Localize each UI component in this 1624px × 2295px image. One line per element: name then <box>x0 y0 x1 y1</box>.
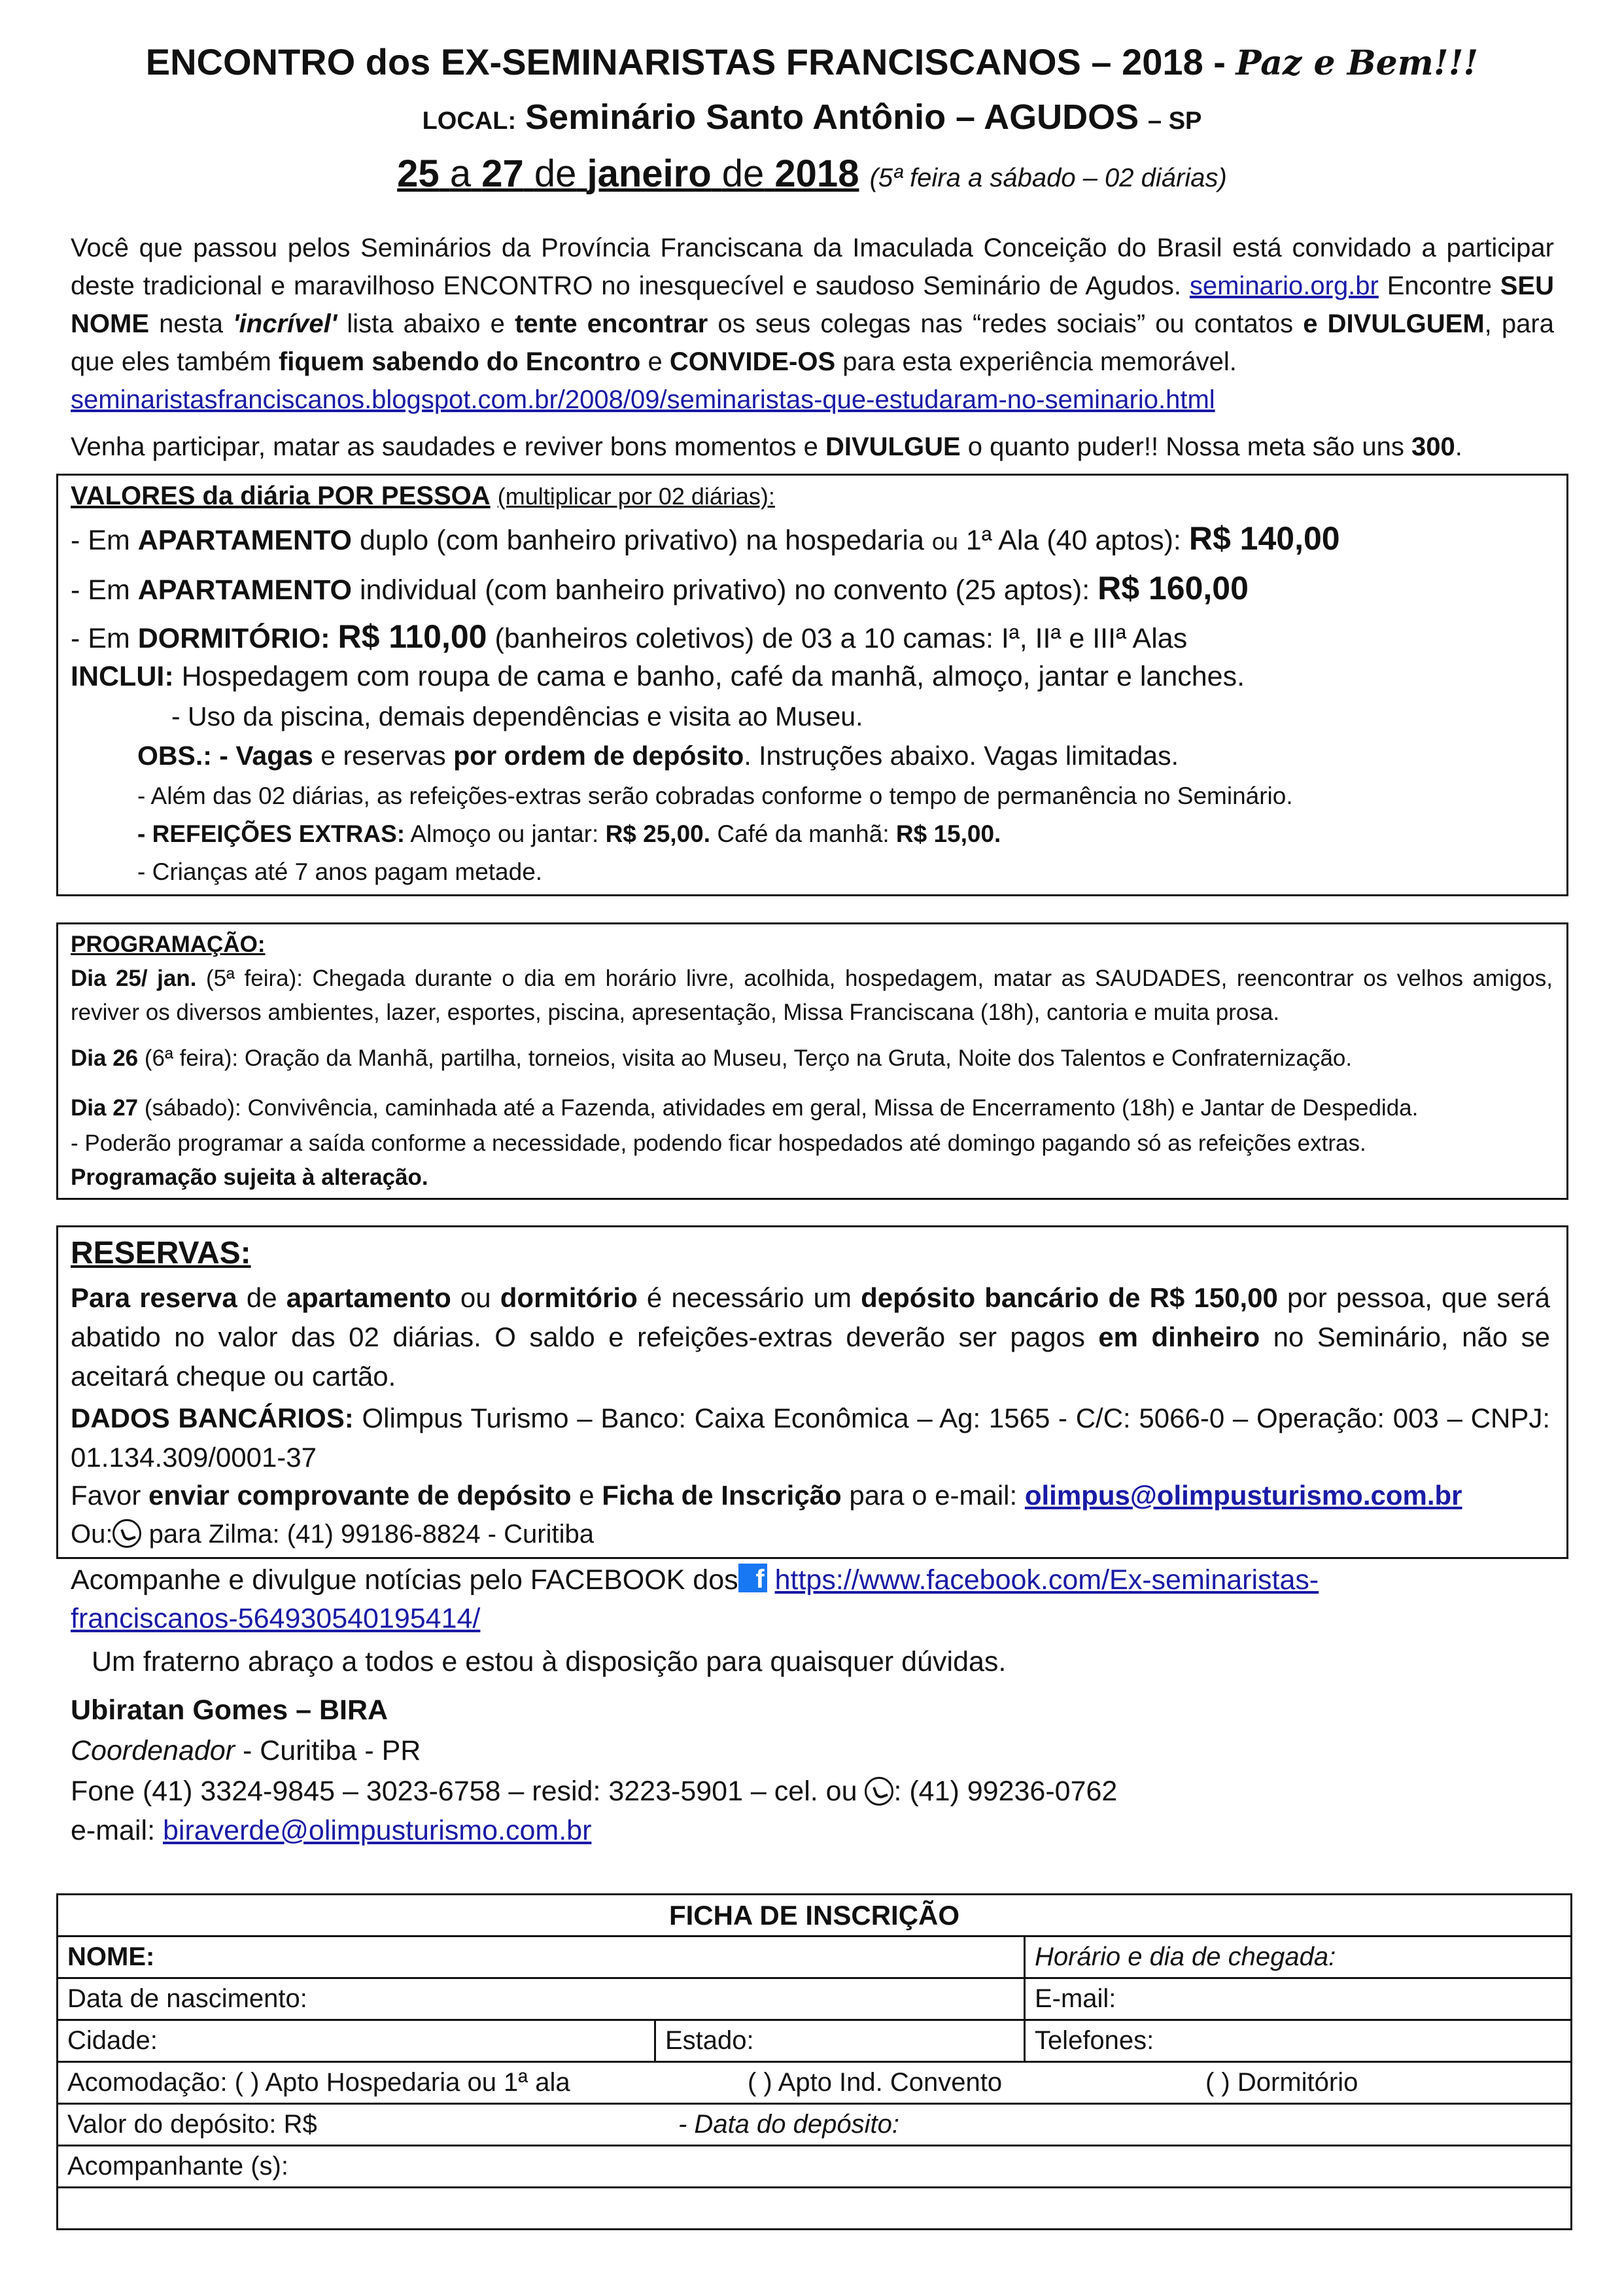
reservas-text: depósito bancário de R$ 150,00 <box>861 1282 1278 1313</box>
date-de-2: de <box>721 152 765 195</box>
event-dates <box>0 152 1624 196</box>
ficha-blank-row[interactable] <box>58 2188 1572 2230</box>
seminario-link[interactable]: seminario.org.br <box>1189 272 1379 300</box>
ficha-label: E-mail: <box>1034 1984 1116 2013</box>
olimpus-email-link[interactable]: olimpus@olimpusturismo.com.br <box>1024 1480 1462 1511</box>
valores-inclui <box>71 661 1245 693</box>
valores-duplo <box>71 519 1340 557</box>
ficha-inscricao <box>56 1893 1572 2230</box>
footer-text: Coordenador <box>71 1735 235 1766</box>
intro-text-part: CONVIDE-OS <box>669 347 836 376</box>
ficha-acomodacao-field[interactable] <box>58 2062 1572 2104</box>
programacao-text: (sábado): <box>144 1095 241 1121</box>
ficha-acomodacao-convento[interactable]: ( ) Apto Ind. Convento <box>748 2068 1003 2097</box>
ficha-label: Valor do depósito: R$ <box>67 2110 317 2139</box>
programacao-text: Convivência, caminhada até a Fazenda, atividades em geral, Missa de Encerramento (18h) e Jantar de Despedida. <box>247 1095 1419 1121</box>
bira-email-link[interactable]: biraverde@olimpusturismo.com.br <box>162 1815 592 1846</box>
intro-text-part: nesta <box>159 309 223 338</box>
price-dormitorio: R$ 110,00 <box>337 618 487 655</box>
price-individual: R$ 160,00 <box>1097 570 1249 606</box>
signature-name <box>71 1694 388 1726</box>
facebook-link-line-2 <box>71 1603 480 1635</box>
intro-text-part: SEU NOME <box>71 272 1554 338</box>
reservas-text: DADOS BANCÁRIOS: <box>71 1403 354 1433</box>
reservas-text: Olimpus Turismo – Banco: Caixa Econômica – Ag: 1565 - C/C: 5066-0 – Operação: 003 – CNPJ: 01.134.309/0001-37 <box>71 1403 1551 1473</box>
valores-text: duplo (com banheiro privativo) na hospedaria <box>359 525 924 556</box>
valores-text: APARTAMENTO <box>137 525 353 556</box>
programacao-dia-26 <box>71 1045 1352 1072</box>
date-month: janeiro <box>587 152 712 195</box>
reservas-text: no Seminário, não se aceitará cheque ou cartão. <box>71 1322 1550 1392</box>
facebook-link-part-1[interactable]: https://www.facebook.com/Ex-seminaristas- <box>774 1564 1319 1596</box>
ficha-estado-field[interactable] <box>655 2020 1025 2062</box>
valores-text: Hospedagem com roupa de cama e banho, café da manhã, almoço, jantar e lanches. <box>181 661 1245 692</box>
programacao-aviso <box>71 1165 428 1191</box>
valores-text: 1ª Ala (40 aptos): <box>965 525 1181 556</box>
footer-text: - Curitiba - PR <box>242 1735 421 1766</box>
valores-text: R$ 15,00. <box>895 820 1001 847</box>
ficha-label: NOME: <box>67 1942 155 1971</box>
valores-title-text: VALORES da diária POR PESSOA <box>71 482 491 510</box>
reservas-text: Para reserva <box>71 1282 237 1313</box>
intro-text-part: DIVULGUE <box>825 432 961 461</box>
valores-text: . Instruções abaixo. Vagas limitadas. <box>744 741 1179 771</box>
intro-text-part: fiquem sabendo do Encontro <box>278 347 641 376</box>
intro-paragraph-1 <box>71 229 1554 419</box>
intro-invite: Você que passou pelos Seminários da Província Franciscana da Imaculada Conceição do Brasil está convidado a participar deste tradicional e maravilhoso ENCONTRO no inesquecível e saudoso Seminário de Agudos. <box>71 234 1554 300</box>
date-sep: a <box>449 152 472 195</box>
programacao-text: Dia 25/ jan. <box>71 966 197 991</box>
intro-text-part: 'incrível' <box>233 309 337 338</box>
ficha-horario-field[interactable] <box>1024 1936 1571 1978</box>
programacao-text: Programação sujeita à alteração. <box>71 1165 428 1190</box>
programacao-text: Chegada durante o dia em horário livre, acolhida, hospedagem, matar as SAUDADES, reencontrar os velhos amigos, reviver os diversos ambientes, lazer, esportes, piscina, apresentação, Missa Franciscana (18h), cantoria e muita prosa. <box>71 966 1553 1025</box>
location-state: – SP <box>1148 107 1202 135</box>
valores-text: (banheiros coletivos) de 03 a 10 camas: Iª, IIª e IIIª Alas <box>494 623 1188 654</box>
ficha-cidade-field[interactable] <box>58 2020 655 2062</box>
valores-text: Almoço ou jantar: <box>410 820 599 847</box>
intro-text-part: os seus colegas nas “redes sociais” ou contatos <box>717 309 1294 338</box>
document-title <box>0 41 1624 83</box>
programacao-dia-25 <box>71 962 1553 1030</box>
intro-text <box>71 229 1554 466</box>
reservas-text: Favor <box>71 1480 141 1511</box>
valores-criancas: - Crianças até 7 anos pagam metade. <box>137 858 543 885</box>
ficha-label: Estado: <box>665 2026 754 2055</box>
signature-role <box>71 1735 421 1767</box>
intro-text-part: para esta experiência memorável. <box>842 347 1237 376</box>
reservas-whatsapp <box>71 1519 594 1549</box>
intro-text-part: tente encontrar <box>515 309 708 338</box>
valores-refeicoes <box>137 820 1001 848</box>
valores-text: R$ 25,00. <box>605 820 711 847</box>
intro-text-part: DIVULGUEM <box>1327 309 1485 338</box>
reservas-dados-bancarios <box>71 1399 1550 1477</box>
reservas-text: e <box>579 1480 595 1511</box>
valores-text: - REFEIÇÕES EXTRAS: <box>137 820 406 847</box>
date-de-1: de <box>534 152 577 195</box>
valores-text: INCLUI: <box>71 661 174 692</box>
intro-text-part: , para que eles também <box>71 309 1554 376</box>
valores-extras-info: - Além das 02 diárias, as refeições-extras serão cobradas conforme o tempo de permanência no Seminário. <box>137 782 1293 809</box>
ficha-nascimento-field[interactable] <box>58 1978 1025 2020</box>
valores-piscina: - Uso da piscina, demais dependências e visita ao Museu. <box>171 701 863 731</box>
valores-title <box>71 482 775 511</box>
valores-dormitorio <box>71 618 1187 656</box>
reservas-text: em dinheiro <box>1098 1322 1260 1352</box>
reservas-text: apartamento <box>286 1282 451 1313</box>
reservas-text: é necessário um <box>646 1282 852 1313</box>
programacao-text: Oração da Manhã, partilha, torneios, visita ao Museu, Terço na Gruta, Noite dos Talentos e Confraternização. <box>244 1045 1353 1071</box>
price-duplo: R$ 140,00 <box>1188 520 1340 557</box>
valores-text: e reservas <box>320 741 446 771</box>
intro-text-part: 300 <box>1411 432 1455 461</box>
signature-email <box>71 1815 591 1847</box>
whatsapp-icon <box>112 1519 141 1548</box>
reservas-text: para o e-mail: <box>849 1480 1018 1511</box>
ficha-acomodacao-hospedaria[interactable]: Acomodação: ( ) Apto Hospedaria ou 1ª ala <box>67 2068 570 2097</box>
date-year: 2018 <box>774 152 859 195</box>
ficha-acomodacao-dormitorio[interactable]: ( ) Dormitório <box>1205 2068 1358 2097</box>
ficha-label: Acompanhante (s): <box>67 2152 288 2181</box>
reservas-paragraph <box>71 1278 1550 1396</box>
whatsapp-icon <box>865 1777 893 1806</box>
programacao-text: Dia 26 <box>71 1045 139 1071</box>
date-start: 25 <box>397 152 440 195</box>
valores-text: OBS.: - Vagas <box>137 741 313 771</box>
date-note: (5ª feira a sábado – 02 diárias) <box>869 164 1227 192</box>
ficha-acompanhante-field[interactable] <box>58 2146 1572 2188</box>
footer-text: Acompanhe e divulgue notícias pelo FACEBOOK dos <box>71 1564 738 1596</box>
valores-text: - Em <box>71 574 130 606</box>
reservas-title <box>71 1235 251 1271</box>
programacao-text: (5ª feira): <box>205 966 303 991</box>
reservas-text: Ou: <box>71 1520 113 1549</box>
title-greeting: Paz e Bem!!! <box>1235 43 1479 83</box>
valores-text: individual (com banheiro privativo) no convento (25 aptos): <box>359 574 1090 606</box>
blog-link[interactable]: seminaristasfranciscanos.blogspot.com.br/2008/09/seminaristas-que-estudaram-no-seminario.html <box>71 385 1215 414</box>
reservas-text: ou <box>460 1282 491 1313</box>
valores-text: - Em <box>71 525 130 556</box>
intro-text-part: Venha participar, matar as saudades e reviver bons momentos e <box>71 432 818 461</box>
footer-text: Ubiratan Gomes – BIRA <box>71 1694 389 1726</box>
valores-text: ou <box>931 528 958 555</box>
intro-text-part: e <box>648 347 663 376</box>
ficha-valor-field[interactable] <box>58 2104 1572 2146</box>
reservas-text: dormitório <box>500 1282 638 1313</box>
date-end: 27 <box>481 152 524 195</box>
ficha-label: Cidade: <box>67 2026 158 2055</box>
reservas-envio <box>71 1480 1462 1511</box>
programacao-text: (6ª feira): <box>144 1045 239 1071</box>
programacao-title-text: PROGRAMAÇÃO: <box>71 932 266 957</box>
intro-text-part: . <box>1455 432 1462 461</box>
intro-paragraph-2 <box>71 428 1554 466</box>
location-label: LOCAL: <box>422 107 517 135</box>
reservas-title-text: RESERVAS: <box>71 1236 251 1270</box>
valores-text: Café da manhã: <box>717 820 890 847</box>
reservas-text: Ficha de Inscrição <box>602 1480 842 1511</box>
facebook-link-part-2[interactable]: franciscanos-564930540195414/ <box>71 1603 481 1634</box>
ficha-telefones-field[interactable] <box>1024 2020 1571 2062</box>
reservas-text: enviar comprovante de depósito <box>148 1480 572 1511</box>
ficha-label: Data de nascimento: <box>67 1984 307 2013</box>
ficha-label: Telefones: <box>1034 2026 1154 2055</box>
intro-text-part: o quanto puder!! Nossa meta são uns <box>967 432 1404 461</box>
facebook-line <box>71 1564 1319 1596</box>
reservas-text: por pessoa, que será abatido no valor das 02 diárias. O saldo e refeições-extras deverão ser pagos <box>71 1282 1551 1352</box>
valores-title-note: (multiplicar por 02 diárias): <box>497 483 775 510</box>
valores-text: APARTAMENTO <box>137 574 353 606</box>
valores-text: DORMITÓRIO: <box>137 623 330 654</box>
intro-text-part: e <box>1303 309 1318 338</box>
valores-text: - Em <box>71 623 130 654</box>
programacao-title <box>71 932 265 958</box>
ficha-nome-field[interactable] <box>58 1936 1025 1978</box>
title-text: ENCONTRO dos EX-SEMINARISTAS FRANCISCANOS – 2018 - <box>145 41 1226 82</box>
signature-phones <box>71 1776 1117 1808</box>
ficha-data-deposito-label: - Data do depósito: <box>678 2110 899 2139</box>
facebook-icon: f <box>738 1564 767 1592</box>
location-place: Seminário Santo Antônio – AGUDOS <box>525 97 1139 137</box>
valores-obs <box>137 741 1179 771</box>
abraco-line: Um fraterno abraço a todos e estou à disposição para quaisquer dúvidas. <box>92 1646 1007 1677</box>
valores-individual <box>71 569 1249 607</box>
programacao-saida: - Poderão programar a saída conforme a necessidade, podendo ficar hospedados até domingo pagando só as refeições extras. <box>71 1130 1366 1156</box>
intro-text-part: Encontre <box>1387 272 1492 300</box>
footer-text: e-mail: <box>71 1815 156 1846</box>
programacao-dia-27 <box>71 1095 1418 1121</box>
valores-text: por ordem de depósito <box>453 741 744 771</box>
ficha-label: Horário e dia de chegada: <box>1034 1942 1336 1971</box>
reservas-text: de <box>246 1282 277 1313</box>
ficha-title: FICHA DE INSCRIÇÃO <box>58 1895 1572 1936</box>
ficha-email-field[interactable] <box>1024 1978 1571 2020</box>
reservas-text: para Zilma: (41) 99186-8824 - Curitiba <box>148 1520 594 1549</box>
intro-text-part: lista abaixo e <box>347 309 505 338</box>
footer-text: Fone (41) 3324-9845 – 3023-6758 – resid: 3223-5901 – cel. ou <box>71 1776 857 1807</box>
event-location <box>0 97 1624 137</box>
programacao-text: Dia 27 <box>71 1095 139 1121</box>
footer-text: : (41) 99236-0762 <box>893 1776 1118 1807</box>
